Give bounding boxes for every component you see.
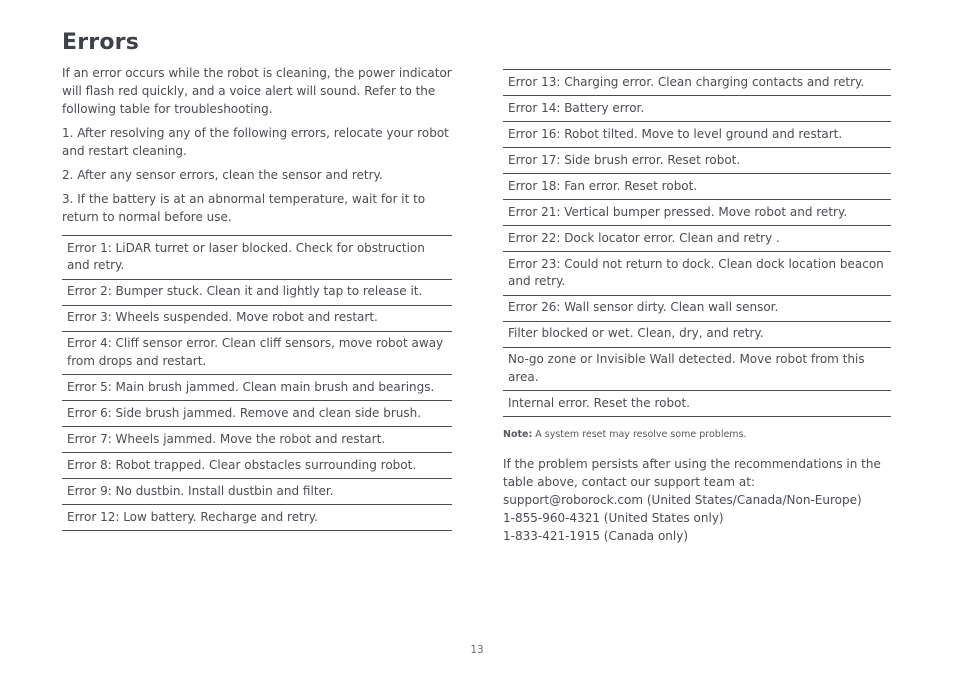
- page-title: Errors: [62, 30, 139, 55]
- error-row: Error 5: Main brush jammed. Clean main brush and bearings.: [62, 375, 452, 401]
- support-phone-us: 1-855-960-4321 (United States only): [503, 511, 724, 525]
- error-row: Error 16: Robot tilted. Move to level ground and restart.: [503, 122, 891, 148]
- note-text: A system reset may resolve some problems.: [535, 429, 747, 440]
- right-column: [503, 69, 891, 545]
- contact-intro: If the problem persists after using the recommendations in the table above, contact our support team at:: [503, 457, 881, 489]
- error-row: Internal error. Reset the robot.: [503, 391, 891, 417]
- error-row: Error 1: LiDAR turret or laser blocked. Check for obstruction and retry.: [62, 236, 452, 280]
- error-row: Error 6: Side brush jammed. Remove and clean side brush.: [62, 401, 452, 427]
- intro-paragraph: If an error occurs while the robot is cleaning, the power indicator will flash red quickly, and a voice alert will sound. Refer to the following table for troubleshooting.: [62, 66, 452, 116]
- error-row: Error 17: Side brush error. Reset robot.: [503, 148, 891, 174]
- error-row: Error 18: Fan error. Reset robot.: [503, 174, 891, 200]
- error-row: Error 21: Vertical bumper pressed. Move robot and retry.: [503, 200, 891, 226]
- error-row: Error 26: Wall sensor dirty. Clean wall sensor.: [503, 296, 891, 322]
- left-column: [62, 64, 452, 531]
- error-row: Error 13: Charging error. Clean charging contacts and retry.: [503, 70, 891, 96]
- note-label: Note:: [503, 429, 533, 440]
- error-table-right: [503, 69, 891, 417]
- error-row: Error 12: Low battery. Recharge and retry.: [62, 505, 452, 531]
- error-row: Filter blocked or wet. Clean, dry, and retry.: [503, 322, 891, 348]
- note: [503, 429, 891, 440]
- contact-info: [503, 455, 891, 545]
- support-email: support@roborock.com (United States/Canada/Non-Europe): [503, 493, 862, 507]
- error-row: Error 8: Robot trapped. Clear obstacles surrounding robot.: [62, 453, 452, 479]
- error-row: Error 7: Wheels jammed. Move the robot and restart.: [62, 427, 452, 453]
- instruction-step: 1. After resolving any of the following errors, relocate your robot and restart cleaning.: [62, 126, 449, 158]
- support-phone-canada: 1-833-421-1915 (Canada only): [503, 529, 689, 543]
- error-row: Error 4: Cliff sensor error. Clean cliff sensors, move robot away from drops and restart.: [62, 332, 452, 376]
- error-table-left: [62, 235, 452, 531]
- error-row: No-go zone or Invisible Wall detected. Move robot from this area.: [503, 348, 891, 392]
- error-row: Error 2: Bumper stuck. Clean it and lightly tap to release it.: [62, 280, 452, 306]
- error-row: Error 23: Could not return to dock. Clean dock location beacon and retry.: [503, 252, 891, 296]
- error-row: Error 22: Dock locator error. Clean and retry .: [503, 226, 891, 252]
- instruction-step: 2. After any sensor errors, clean the sensor and retry.: [62, 168, 383, 182]
- instruction-step: 3. If the battery is at an abnormal temperature, wait for it to return to normal before use.: [62, 192, 426, 224]
- page-number: 13: [470, 644, 484, 656]
- error-row: Error 14: Battery error.: [503, 96, 891, 122]
- error-row: Error 9: No dustbin. Install dustbin and filter.: [62, 479, 452, 505]
- error-row: Error 3: Wheels suspended. Move robot and restart.: [62, 306, 452, 332]
